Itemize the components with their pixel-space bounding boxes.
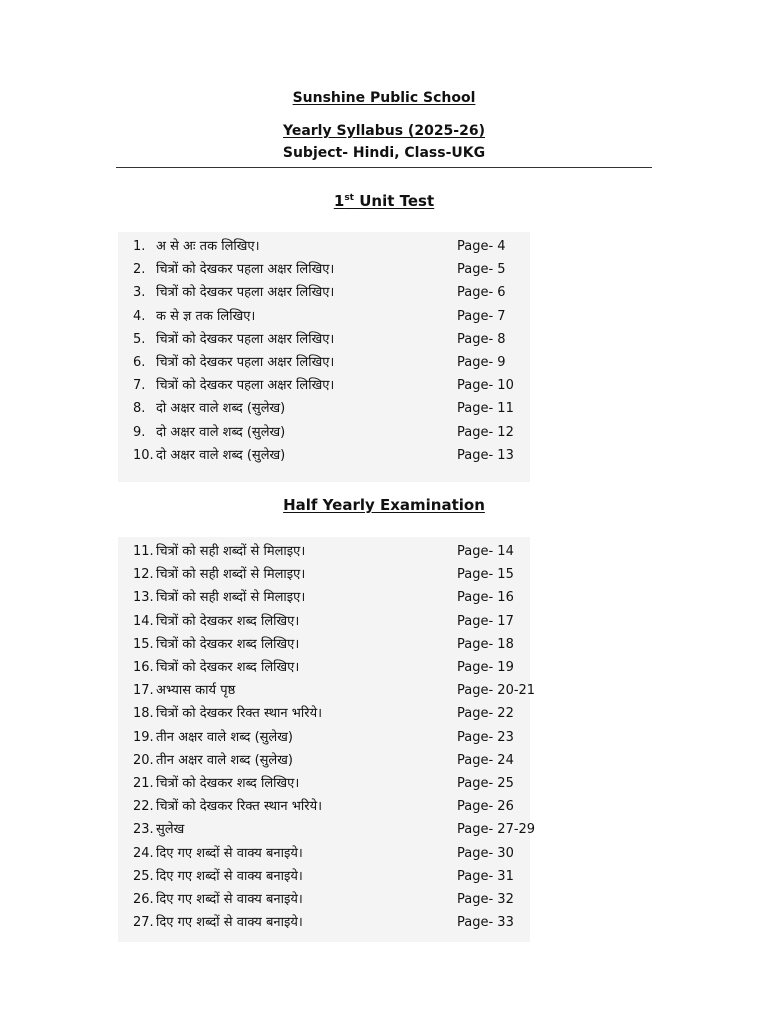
item-number: 6.: [133, 355, 146, 370]
item-number: 19.: [133, 729, 154, 745]
list-item: [0, 656, 768, 679]
list-item: [0, 679, 768, 702]
list-item: [0, 772, 768, 795]
item-number: 22.: [133, 799, 154, 815]
item-number: 7.: [133, 378, 146, 394]
item-page: Page- 6: [457, 285, 506, 301]
item-page: Page- 8: [457, 331, 506, 347]
unit-test-ordinal: st: [344, 193, 354, 203]
item-text: चित्रों को देखकर शब्द लिखिए।: [156, 776, 300, 791]
unit-test-label: Unit Test: [353, 192, 435, 210]
list-item: [0, 328, 768, 351]
item-page: Page- 27-29: [457, 822, 536, 838]
item-number: 18.: [133, 706, 154, 722]
item-page: Page- 24: [457, 752, 514, 768]
item-page: Page- 7: [457, 308, 506, 324]
header-divider: [116, 167, 652, 168]
item-number: 27.: [133, 915, 154, 931]
list-item: [0, 258, 768, 281]
list-item: [0, 749, 768, 772]
syllabus-title: [0, 123, 768, 139]
item-page: Page- 14: [457, 544, 514, 559]
item-text: चित्रों को देखकर शब्द लिखिए।: [156, 636, 300, 652]
item-number: 14.: [133, 613, 154, 629]
item-page: Page- 33: [457, 915, 514, 931]
unit-test-number: 1: [333, 192, 345, 210]
item-page: Page- 25: [457, 776, 514, 791]
item-page: Page- 20-21: [457, 683, 536, 699]
item-number: 3.: [133, 285, 146, 301]
item-text: दिए गए शब्दों से वाक्य बनाइये।: [156, 845, 303, 861]
list-item: [0, 397, 768, 420]
item-text: दो अक्षर वाले शब्द (सुलेख): [156, 424, 286, 440]
item-number: 26.: [133, 892, 154, 907]
list-item: [0, 795, 768, 818]
list-item: [0, 305, 768, 328]
item-number: 9.: [133, 424, 146, 440]
item-page: Page- 17: [457, 613, 514, 629]
syllabus-title-text: Yearly Syllabus (2025-26): [282, 123, 485, 139]
item-text: चित्रों को देखकर रिक्त स्थान भरिये।: [156, 799, 323, 815]
item-page: Page- 30: [457, 845, 514, 861]
item-number: 25.: [133, 868, 154, 884]
item-page: Page- 22: [457, 706, 514, 722]
item-text: दिए गए शब्दों से वाक्य बनाइये।: [156, 915, 303, 931]
unit-test-heading-text: [334, 192, 434, 210]
item-text: दिए गए शब्दों से वाक्य बनाइये।: [156, 892, 303, 907]
item-text: चित्रों को देखकर पहला अक्षर लिखिए।: [156, 355, 335, 370]
item-text: अभ्यास कार्य पृष्ठ: [156, 683, 236, 699]
item-number: 1.: [133, 239, 146, 254]
item-page: Page- 19: [457, 660, 514, 675]
item-number: 17.: [133, 683, 154, 699]
list-item: [0, 702, 768, 725]
item-page: Page- 4: [457, 239, 506, 254]
list-item: [0, 818, 768, 841]
item-text: चित्रों को देखकर शब्द लिखिए।: [156, 613, 300, 629]
item-page: Page- 18: [457, 636, 514, 652]
item-text: क से ज्ञ तक लिखिए।: [156, 308, 256, 324]
item-text: तीन अक्षर वाले शब्द (सुलेख): [156, 729, 293, 745]
list-item: [0, 281, 768, 304]
item-text: चित्रों को सही शब्दों से मिलाइए।: [156, 590, 306, 606]
item-number: 13.: [133, 590, 154, 606]
list-item: [0, 865, 768, 888]
item-text: चित्रों को देखकर पहला अक्षर लिखिए।: [156, 285, 335, 301]
item-page: Page- 31: [457, 868, 514, 884]
item-text: अ से अः तक लिखिए।: [156, 239, 260, 254]
item-text: सुलेख: [156, 822, 185, 838]
unit-test-heading: [0, 192, 768, 210]
item-page: Page- 9: [457, 355, 506, 370]
item-number: 4.: [133, 308, 146, 324]
item-page: Page- 15: [457, 567, 514, 583]
list-item: [0, 540, 768, 563]
item-text: दो अक्षर वाले शब्द (सुलेख): [156, 401, 286, 417]
item-page: Page- 12: [457, 424, 514, 440]
list-item: [0, 610, 768, 633]
item-text: दो अक्षर वाले शब्द (सुलेख): [156, 447, 286, 463]
item-text: चित्रों को देखकर रिक्त स्थान भरिये।: [156, 706, 323, 722]
item-number: 23.: [133, 822, 154, 838]
item-text: तीन अक्षर वाले शब्द (सुलेख): [156, 752, 293, 768]
list-item: [0, 633, 768, 656]
item-text: चित्रों को देखकर पहला अक्षर लिखिए।: [156, 331, 335, 347]
item-page: Page- 5: [457, 262, 506, 278]
item-number: 11.: [133, 544, 154, 559]
item-page: Page- 11: [457, 401, 514, 417]
subject-line-text: Subject- Hindi, Class-UKG: [282, 145, 486, 161]
item-number: 12.: [133, 567, 154, 583]
item-number: 10.: [133, 447, 154, 463]
item-number: 24.: [133, 845, 154, 861]
list-item: [0, 726, 768, 749]
item-text: चित्रों को सही शब्दों से मिलाइए।: [156, 567, 306, 583]
item-number: 15.: [133, 636, 154, 652]
item-page: Page- 32: [457, 892, 514, 907]
item-number: 20.: [133, 752, 154, 768]
item-number: 8.: [133, 401, 146, 417]
item-page: Page- 13: [457, 447, 514, 463]
list-item: [0, 563, 768, 586]
item-text: चित्रों को देखकर पहला अक्षर लिखिए।: [156, 262, 335, 278]
item-text: दिए गए शब्दों से वाक्य बनाइये।: [156, 868, 303, 884]
half-yearly-heading-text: Half Yearly Examination: [283, 496, 485, 514]
item-number: 21.: [133, 776, 154, 791]
item-text: चित्रों को देखकर शब्द लिखिए।: [156, 660, 300, 675]
list-item: [0, 842, 768, 865]
item-page: Page- 26: [457, 799, 514, 815]
list-item: [0, 351, 768, 374]
list-item: [0, 374, 768, 397]
item-page: Page- 10: [457, 378, 514, 394]
list-item: [0, 421, 768, 444]
half-yearly-heading: [0, 496, 768, 514]
item-text: चित्रों को देखकर पहला अक्षर लिखिए।: [156, 378, 335, 394]
item-text: चित्रों को सही शब्दों से मिलाइए।: [156, 544, 306, 559]
list-item: [0, 586, 768, 609]
item-page: Page- 23: [457, 729, 514, 745]
list-item: [0, 911, 768, 934]
item-number: 5.: [133, 331, 146, 347]
list-item: [0, 235, 768, 258]
item-number: 16.: [133, 660, 154, 675]
school-name-text: Sunshine Public School: [292, 90, 476, 106]
item-number: 2.: [133, 262, 146, 278]
list-item: [0, 888, 768, 911]
school-name: [0, 90, 768, 106]
list-item: [0, 444, 768, 467]
subject-line: [0, 145, 768, 161]
item-page: Page- 16: [457, 590, 514, 606]
